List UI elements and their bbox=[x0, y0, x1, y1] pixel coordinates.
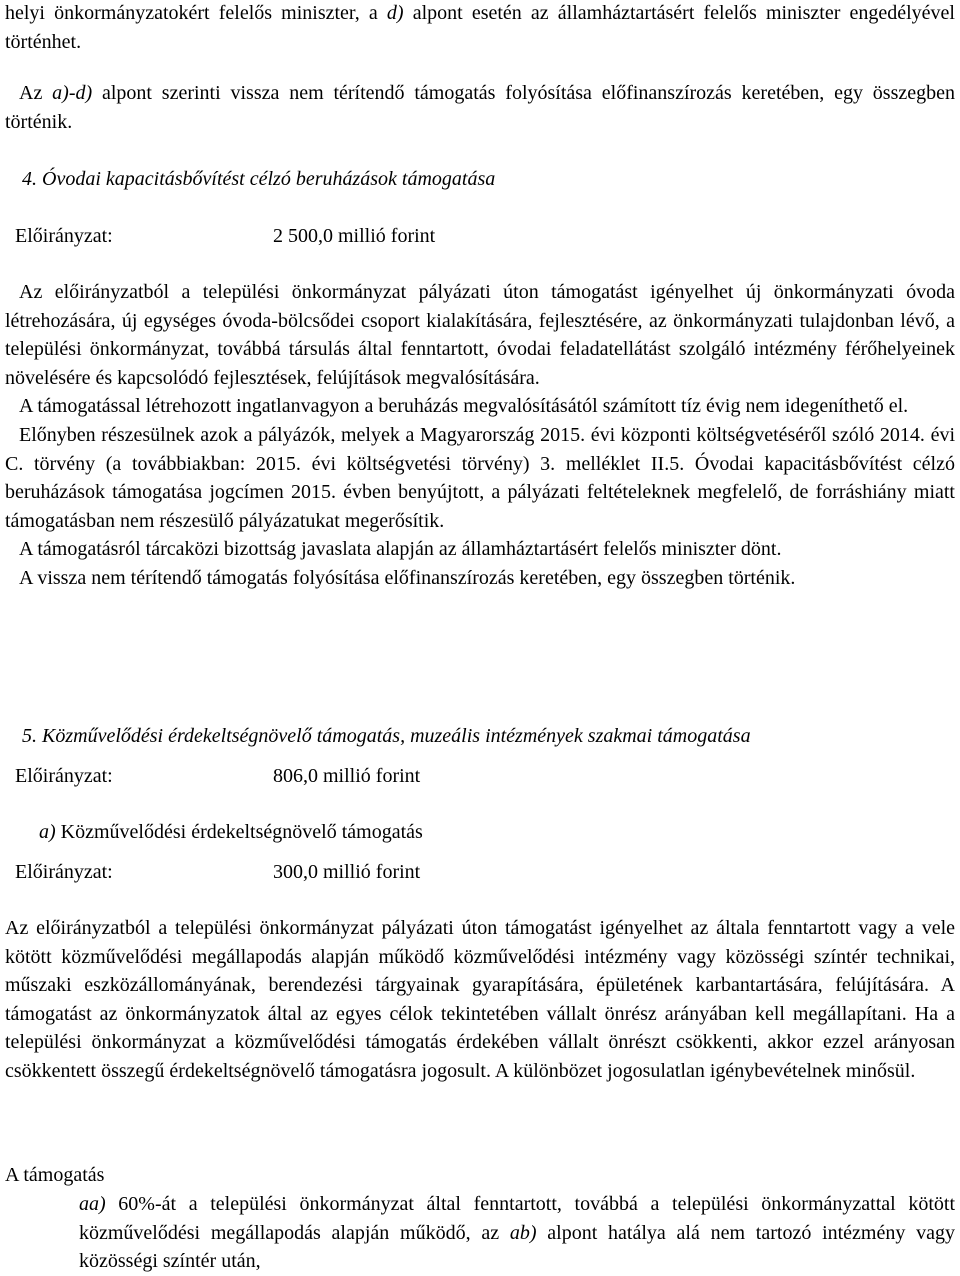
section4-heading: 4. Óvodai kapacitásbővítést célzó beruházások támogatása bbox=[22, 168, 496, 190]
appropriation-amount: 806,0 millió forint bbox=[273, 765, 421, 787]
section4-paragraph-4: A támogatásról tárcaközi bizottság javaslata alapján az államháztartásért felelős miniszter dönt. bbox=[19, 538, 782, 561]
appropriation-label: Előirányzat: bbox=[15, 861, 113, 883]
ref-ab: ab) bbox=[509, 1221, 537, 1244]
subsection-a-heading: a) Közművelődési érdekeltségnövelő támogatás bbox=[39, 821, 423, 843]
list-item-aa: aa) 60%-át a települési önkormányzat által fenntartott, továbbá a települési önkormányzattal kötött közművelődési megállapodás alapján működő, az ab) alpont hatálya alá nem tartozó intézmény vagy közösségi színtér után, bbox=[79, 1193, 955, 1273]
appropriation-amount: 2 500,0 millió forint bbox=[273, 225, 436, 247]
section5-appropriation bbox=[15, 762, 420, 790]
appropriation-amount: 300,0 millió forint bbox=[273, 861, 421, 883]
section5-paragraph-1: Az előirányzatból a települési önkormányzat pályázati úton támogatást igényelhet az általa fenntartott vagy a vele kötött közművelődési megállapodás alapján működő közművelődési intézmény vagy közösségi színtér technikai, műszaki eszközállományának, berendezési tárgyainak gyarapítására, épületének karbantartására, felújítására. A támogatást az önkormányzatok által az egyes célok tekintetében vállalt önrész arányában kell megállapítani. Ha a települési önkormányzat a közművelődési támogatás érdekében vállalt önrészt csökkenti, akkor ezzel arányosan csökkentett összegű érdekeltségnövelő támogatásra jogosult. A különbözet jogosulatlan igénybevételnek minősül. bbox=[5, 917, 955, 1082]
section5-heading: 5. Közművelődési érdekeltségnövelő támogatás, muzeális intézmények szakmai támogatása bbox=[22, 725, 751, 747]
section4-paragraph-2: A támogatással létrehozott ingatlanvagyon a beruházás megvalósításától számított tíz évig nem idegeníthető el. bbox=[19, 395, 909, 418]
intro-paragraph: Az a)-d) alpont szerinti vissza nem térítendő támogatás folyósítása előfinanszírozás keretében, egy összegben történik. bbox=[5, 82, 955, 133]
section4-body bbox=[5, 278, 955, 593]
appropriation-label: Előirányzat: bbox=[15, 765, 113, 787]
marker-aa: aa) bbox=[79, 1193, 106, 1215]
appropriation-label: Előirányzat: bbox=[15, 225, 113, 247]
section4-paragraph-3: Előnyben részesülnek azok a pályázók, melyek a Magyarország 2015. évi központi költségvetéséről szóló 2014. évi C. törvény (a továbbiakban: 2015. évi költségvetési törvény) 3. melléklet II.5. Óvodai kapacitásbővítést célzó beruházások támogatása jogcímen 2015. évben benyújtott, a pályázati feltételeknek megfelelő, de forráshiány miatt támogatásban nem részesülő pályázatukat megerősítik. bbox=[5, 423, 955, 532]
ref-a-d: a)-d) bbox=[52, 82, 93, 104]
section4-paragraph-1: Az előirányzatból a települési önkormányzat pályázati úton támogatást igényelhet új önkormányzati óvoda létrehozására, új egységes óvoda-bölcsődei csoport kialakítására, fejlesztésére, az önkormányzati tulajdonban lévő, a települési önkormányzat, továbbá társulás által fenntartott, óvodai feladatellátást szolgáló intézmény férőhelyeinek növelésére és kapcsolódó fejlesztések, felújítások megvalósítására. bbox=[5, 281, 955, 389]
section4-appropriation bbox=[15, 222, 435, 250]
section4-paragraph-5: A vissza nem térítendő támogatás folyósítása előfinanszírozás keretében, egy összegben történik. bbox=[19, 566, 796, 589]
section5-body bbox=[5, 914, 955, 1086]
ref-d: d) bbox=[386, 2, 404, 24]
subsection-a-appropriation bbox=[15, 858, 420, 886]
intro-continuation: helyi önkormányzatokért felelős miniszter, a d) alpont esetén az államháztartásért felelős miniszter engedélyével történhet. bbox=[5, 2, 955, 53]
support-intro: A támogatás bbox=[5, 1164, 105, 1186]
